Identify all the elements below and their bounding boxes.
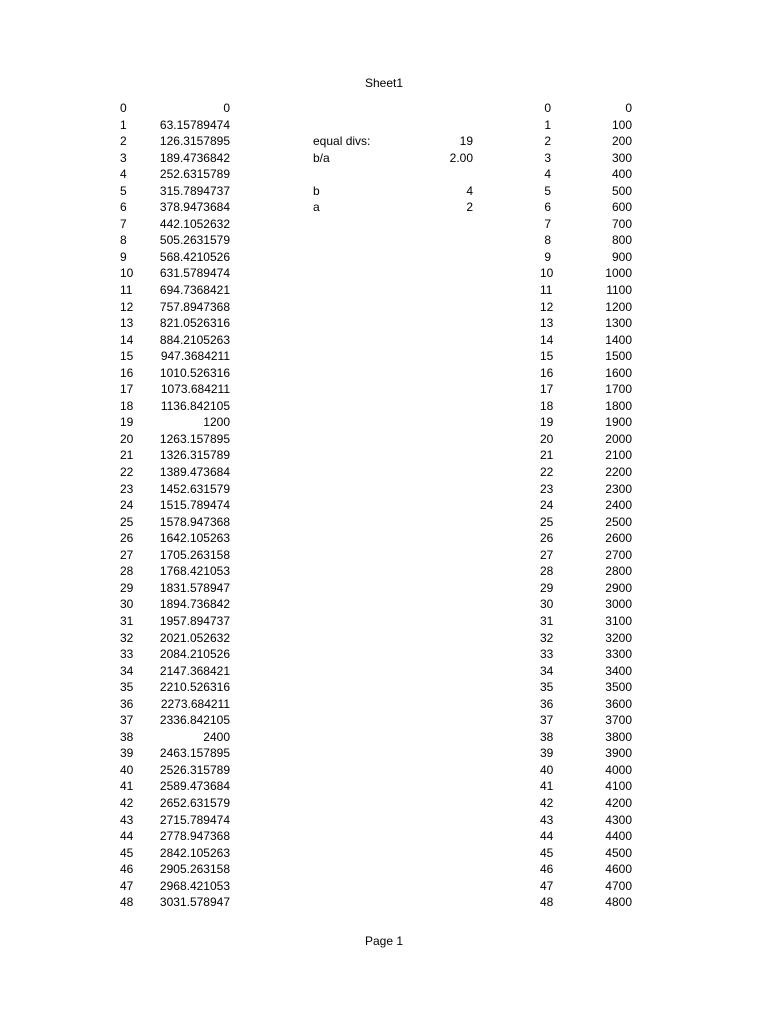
left-value-cell: 2147.368421 (159, 663, 230, 678)
left-value-cell: 2652.631579 (159, 795, 230, 810)
left-index-cell: 45 (120, 845, 134, 860)
left-value-cell: 1768.421053 (159, 564, 230, 579)
right-index-cell: 16 (540, 365, 554, 380)
left-index-cell: 17 (120, 382, 134, 397)
left-value-cell: 1389.473684 (159, 465, 230, 480)
left-value-cell: 2778.947368 (159, 829, 230, 844)
b-label: b (313, 183, 320, 198)
right-value-cell: 4400 (605, 829, 632, 844)
page-footer: Page 1 (364, 934, 404, 948)
right-index-cell: 23 (540, 481, 554, 496)
left-value-cell: 505.2631579 (159, 233, 230, 248)
right-value-cell: 1500 (605, 349, 632, 364)
left-index-cell: 33 (120, 647, 134, 662)
right-value-cell: 400 (611, 167, 632, 182)
left-index-cell: 48 (120, 895, 134, 910)
equal-divs-label: equal divs: (313, 134, 371, 148)
right-index-cell: 48 (540, 895, 554, 910)
sheet-title: Sheet1 (364, 76, 404, 90)
right-index-cell: 30 (540, 597, 554, 612)
left-value-cell: 1642.105263 (159, 531, 230, 546)
a-label: a (313, 200, 320, 215)
right-value-cell: 4500 (605, 845, 632, 860)
right-value-cell: 1400 (605, 332, 632, 347)
left-index-cell: 39 (120, 746, 134, 761)
left-index-cell: 38 (120, 729, 134, 744)
right-index-cell: 9 (544, 249, 551, 264)
right-index-cell: 35 (540, 680, 554, 695)
left-index-cell: 31 (120, 613, 134, 628)
right-value-cell: 100 (611, 117, 632, 132)
right-index-cell: 39 (540, 746, 554, 761)
right-index-cell: 43 (540, 812, 554, 827)
left-value-cell: 2273.684211 (160, 696, 230, 711)
spacer (313, 166, 473, 183)
right-value-cell: 300 (611, 150, 632, 165)
right-index-cell: 13 (540, 316, 554, 331)
left-value-cell: 0 (223, 101, 230, 115)
left-index-cell: 9 (120, 249, 127, 264)
left-index-cell: 7 (120, 216, 127, 231)
left-value-cell: 757.8947368 (159, 299, 230, 314)
right-value-cell: 800 (611, 233, 632, 248)
left-value-cell: 2021.052632 (159, 630, 230, 645)
b-row (313, 183, 473, 200)
right-value-cell: 3000 (605, 597, 632, 612)
right-value-cell: 1300 (605, 316, 632, 331)
right-value-cell: 2200 (605, 465, 632, 480)
left-index-cell: 10 (120, 266, 134, 281)
left-index-cell: 43 (120, 812, 134, 827)
left-index-cell: 0 (120, 101, 127, 115)
left-index-cell: 6 (120, 200, 127, 215)
right-value-cell: 3300 (605, 647, 632, 662)
left-value-cell: 2336.842105 (159, 713, 230, 728)
right-index-cell: 0 (544, 101, 551, 115)
left-value-cell: 315.7894737 (159, 183, 230, 198)
right-index-column (540, 100, 554, 911)
right-index-cell: 38 (540, 729, 554, 744)
left-index-cell: 30 (120, 597, 134, 612)
left-index-cell: 29 (120, 580, 134, 595)
right-index-cell: 31 (540, 613, 554, 628)
left-value-cell: 568.4210526 (159, 249, 230, 264)
left-index-cell: 44 (120, 829, 134, 844)
b-value: 4 (466, 183, 473, 198)
right-value-cell: 4600 (605, 862, 632, 877)
left-value-cell: 1831.578947 (159, 580, 230, 595)
left-index-cell: 26 (120, 531, 134, 546)
left-index-cell: 25 (120, 514, 134, 529)
left-value-cell: 1894.736842 (159, 597, 230, 612)
left-value-cell: 442.1052632 (159, 216, 230, 231)
right-index-cell: 8 (544, 233, 551, 248)
right-index-cell: 40 (540, 762, 554, 777)
left-index-cell: 19 (120, 415, 134, 430)
left-value-cell: 2210.526316 (159, 680, 230, 695)
left-index-cell: 41 (120, 779, 134, 794)
right-index-cell: 5 (544, 183, 551, 198)
left-value-cell: 2463.157895 (159, 746, 230, 761)
left-value-cell: 2715.789474 (159, 812, 230, 827)
left-value-cell: 1073.684211 (160, 382, 230, 397)
right-index-cell: 17 (540, 382, 554, 397)
right-value-cell: 1200 (605, 299, 632, 314)
left-value-cell: 63.15789474 (159, 117, 230, 132)
left-index-cell: 18 (120, 398, 134, 413)
left-value-cell: 1326.315789 (159, 448, 230, 463)
left-value-cell: 694.7368421 (159, 283, 230, 298)
left-index-cell: 27 (120, 547, 134, 562)
left-index-cell: 35 (120, 680, 134, 695)
right-value-cell: 600 (611, 200, 632, 215)
right-index-cell: 6 (544, 200, 551, 215)
equal-divs-value: 19 (459, 134, 473, 148)
left-value-cell: 1263.157895 (159, 431, 230, 446)
left-value-cell: 1705.263158 (159, 547, 230, 562)
left-value-cell: 1200 (203, 415, 230, 430)
right-index-cell: 11 (540, 283, 553, 298)
right-value-cell: 3400 (605, 663, 632, 678)
ratio-value: 2.00 (449, 150, 473, 165)
left-value-cell: 1515.789474 (159, 498, 230, 513)
right-index-cell: 22 (540, 465, 554, 480)
right-value-cell: 2100 (605, 448, 632, 463)
right-value-cell: 2900 (605, 580, 632, 595)
right-value-cell: 4800 (605, 895, 632, 910)
right-index-cell: 21 (540, 448, 554, 463)
left-value-cell: 189.4736842 (159, 150, 230, 165)
right-value-cell: 1700 (605, 382, 632, 397)
left-index-cell: 1 (120, 117, 127, 132)
left-index-cell: 3 (120, 150, 127, 165)
left-index-cell: 13 (120, 316, 134, 331)
right-index-cell: 14 (540, 332, 554, 347)
left-index-cell: 2 (120, 134, 127, 149)
left-index-cell: 46 (120, 862, 134, 877)
right-value-cell: 4000 (605, 762, 632, 777)
right-index-cell: 25 (540, 514, 554, 529)
right-index-cell: 27 (540, 547, 554, 562)
left-value-cell: 884.2105263 (159, 332, 230, 347)
right-index-cell: 36 (540, 696, 554, 711)
right-index-cell: 34 (540, 663, 554, 678)
left-value-cell: 1452.631579 (159, 481, 230, 496)
left-index-cell: 47 (120, 878, 134, 893)
left-index-cell: 42 (120, 795, 134, 810)
right-value-cell: 0 (625, 101, 632, 115)
right-value-cell: 4100 (605, 779, 632, 794)
left-value-cell: 2842.105263 (159, 845, 230, 860)
right-index-cell: 10 (540, 266, 554, 281)
left-index-cell: 16 (120, 365, 134, 380)
right-index-cell: 18 (540, 398, 554, 413)
right-value-cell: 3700 (605, 713, 632, 728)
left-index-column (120, 100, 151, 911)
right-value-cell: 2600 (605, 531, 632, 546)
right-index-cell: 1 (544, 117, 551, 132)
right-index-cell: 12 (540, 299, 554, 314)
left-value-cell: 2400 (203, 729, 230, 744)
left-index-cell: 32 (120, 630, 134, 645)
right-index-cell: 37 (540, 713, 554, 728)
right-value-cell: 1000 (605, 266, 632, 281)
right-index-cell: 41 (540, 779, 554, 794)
right-value-cell: 3600 (605, 696, 632, 711)
right-value-cell: 900 (611, 249, 632, 264)
right-value-cell: 2700 (605, 547, 632, 562)
right-value-cell: 700 (611, 216, 632, 231)
left-value-cell: 1136.842105 (160, 398, 230, 413)
right-index-cell: 46 (540, 862, 554, 877)
right-index-cell: 33 (540, 647, 554, 662)
left-value-cell: 2968.421053 (159, 878, 230, 893)
right-value-cell: 3800 (605, 729, 632, 744)
right-values-column (560, 100, 632, 911)
left-index-cell: 34 (120, 663, 134, 678)
right-index-cell: 26 (540, 531, 554, 546)
right-index-cell: 44 (540, 829, 554, 844)
left-index-cell: 5 (120, 183, 127, 198)
right-index-cell: 4 (544, 167, 551, 182)
left-index-cell: 12 (120, 299, 134, 314)
right-value-cell: 4200 (605, 795, 632, 810)
right-index-cell: 42 (540, 795, 554, 810)
left-value-cell: 821.0526316 (159, 316, 230, 331)
left-value-cell: 378.9473684 (159, 200, 230, 215)
right-index-cell: 2 (544, 134, 551, 149)
left-index-cell: 15 (120, 349, 134, 364)
left-index-cell: 21 (120, 448, 134, 463)
left-value-cell: 1010.526316 (159, 365, 230, 380)
right-index-cell: 3 (544, 150, 551, 165)
left-index-cell: 14 (120, 332, 134, 347)
left-value-cell: 1578.947368 (159, 514, 230, 529)
left-value-cell: 2589.473684 (159, 779, 230, 794)
right-value-cell: 3100 (605, 613, 632, 628)
right-value-cell: 1600 (605, 365, 632, 380)
right-value-cell: 3500 (605, 680, 632, 695)
right-index-cell: 20 (540, 431, 554, 446)
right-value-cell: 1800 (605, 398, 632, 413)
right-value-cell: 2300 (605, 481, 632, 496)
right-index-cell: 47 (540, 878, 554, 893)
right-value-cell: 1100 (606, 283, 632, 298)
left-value-cell: 1957.894737 (159, 613, 230, 628)
right-value-cell: 200 (611, 134, 632, 149)
a-value: 2 (466, 200, 473, 215)
right-value-cell: 500 (611, 183, 632, 198)
a-row (313, 199, 473, 216)
right-index-cell: 28 (540, 564, 554, 579)
left-value-cell: 2084.210526 (159, 647, 230, 662)
left-value-cell: 252.6315789 (159, 167, 230, 182)
left-index-cell: 23 (120, 481, 134, 496)
left-index-cell: 28 (120, 564, 134, 579)
right-value-cell: 2800 (605, 564, 632, 579)
left-values-column (152, 100, 230, 911)
left-index-cell: 11 (120, 283, 133, 298)
left-value-cell: 947.3684211 (160, 349, 230, 364)
left-value-cell: 631.5789474 (159, 266, 230, 281)
left-value-cell: 2905.263158 (159, 862, 230, 877)
left-index-cell: 22 (120, 465, 134, 480)
right-index-cell: 7 (544, 216, 551, 231)
right-value-cell: 1900 (605, 415, 632, 430)
left-index-cell: 37 (120, 713, 134, 728)
ratio-row (313, 150, 473, 167)
left-index-cell: 4 (120, 167, 127, 182)
left-index-cell: 40 (120, 762, 134, 777)
right-value-cell: 2500 (605, 514, 632, 529)
left-value-cell: 126.3157895 (159, 134, 230, 149)
right-value-cell: 3200 (605, 630, 632, 645)
left-value-cell: 2526.315789 (159, 762, 230, 777)
left-index-cell: 8 (120, 233, 127, 248)
right-index-cell: 24 (540, 498, 554, 513)
left-index-cell: 20 (120, 431, 134, 446)
right-index-cell: 45 (540, 845, 554, 860)
right-value-cell: 4300 (605, 812, 632, 827)
left-value-cell: 3031.578947 (159, 895, 230, 910)
equal-divs-row (313, 133, 473, 150)
parameters-block (313, 133, 473, 216)
right-value-cell: 2000 (605, 431, 632, 446)
right-value-cell: 3900 (605, 746, 632, 761)
right-index-cell: 32 (540, 630, 554, 645)
right-index-cell: 15 (540, 349, 554, 364)
right-value-cell: 4700 (605, 878, 632, 893)
ratio-label: b/a (313, 150, 330, 165)
right-index-cell: 19 (540, 415, 554, 430)
right-value-cell: 2400 (605, 498, 632, 513)
right-index-cell: 29 (540, 580, 554, 595)
left-index-cell: 36 (120, 696, 134, 711)
left-index-cell: 24 (120, 498, 134, 513)
